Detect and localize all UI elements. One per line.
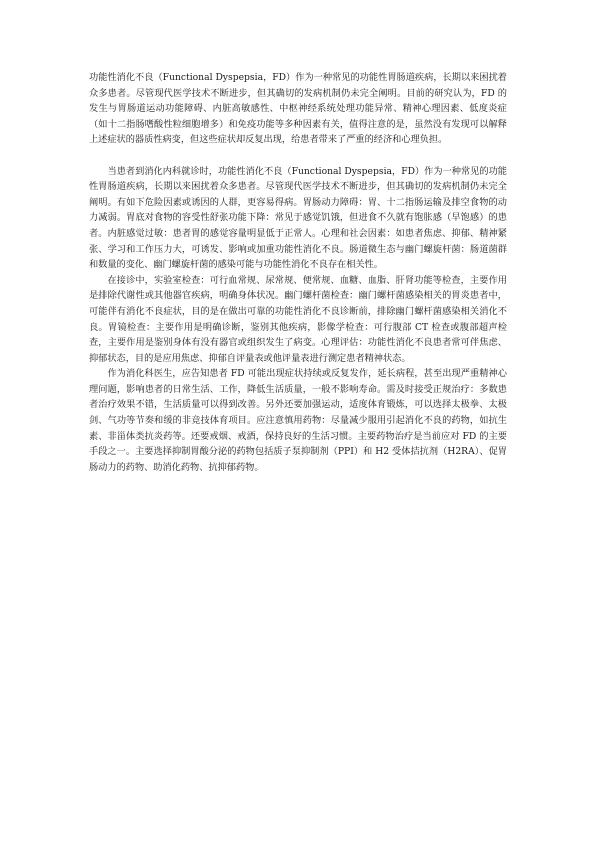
paragraph-intro: 功能性消化不良（Functional Dyspepsia，FD）作为一种常见的功能性胃肠道疾病，长期以来困扰着众多患者。尽管现代医学技术不断进步，但其确切的发病机制仍未完全阐明。目前的研究认为，FD 的发生与胃肠道运动功能障碍、内脏高敏感性、中枢神经系统处理功能异常、精神心理因素、低度炎症（如十二指肠嗜酸性粒细胞增多）和免疫功能等多种因素有关，值得注意的是，虽然没有发现可以解释上述症状的器质性病变，但这些症状却反复出现，给患者带来了严重的经济和心理负担。: [89, 72, 507, 146]
paragraph-risk-factors: 当患者到消化内科就诊时，功能性消化不良（Functional Dyspepsia，FD）作为一种常见的功能性胃肠道疾病，长期以来困扰着众多患者。尽管现代医学技术不断进步，但其确切的发病机制仍未完全阐明。有如下危险因素或诱因的人群，更容易得病。胃肠动力障碍：胃、十二指肠运输及排空食物的动力减弱。胃底对食物的容受性舒张功能下降：常见于感觉饥饿，但进食不久就有饱胀感（早饱感）的患者。内脏感觉过敏：患者胃的感觉容量明显低于正常人。心理和社会因素：如患者焦虑、抑郁、精神紧张、学习和工作压力大，可诱发、影响或加重功能性消化不良。肠道微生态与幽门螺旋杆菌：肠道菌群和数量的变化、幽门螺旋杆菌的感染可能与功能性消化不良存在相关性。: [89, 165, 507, 271]
document-body: [89, 70, 507, 475]
paragraph-examinations: 在接诊中，实验室检查：可行血常规、尿常规、便常规、血糖、血脂、肝肾功能等检查，主要作用是排除代谢性或其他器官疾病，明确身体状况。幽门螺杆菌检查：幽门螺杆菌感染相关的胃炎患者中，可能伴有消化不良症状，目的是在做出可靠的功能性消化不良诊断前，排除幽门螺杆菌感染相关消化不良。胃镜检查：主要作用是明确诊断，鉴别其他疾病，影像学检查：可行腹部 CT 检查或腹部超声检查，主要作用是鉴别身体有没有器官或组织发生了病变。心理评估：功能性消化不良患者常可伴焦虑、抑郁状态，目的是应用焦虑、抑郁自评量表或他评量表进行测定患者精神状态。: [89, 274, 507, 364]
paragraph-treatment: 作为消化科医生，应告知患者 FD 可能出现症状持续或反复发作，延长病程，甚至出现严重精神心理问题，影响患者的日常生活、工作，降低生活质量，一般不影响寿命。需及时接受正规治疗：多数患者治疗效果不错，生活质量可以得到改善。另外还要加强运动，适度体育锻炼，可以选择太极拳、太极剑、气功等节奏和缓的非竞技体育项目。应注意慎用药物：尽量减少服用引起消化不良的药物，如抗生素、非甾体类抗炎药等。还要戒烟、戒酒，保持良好的生活习惯。主要药物治疗是当前应对 FD 的主要手段之一。主要选择抑制胃酸分泌的药物包括质子泵抑制剂（PPI）和 H2 受体拮抗剂（H2RA）、促胃肠动力的药物、助消化药物、抗抑郁药物。: [89, 368, 507, 473]
